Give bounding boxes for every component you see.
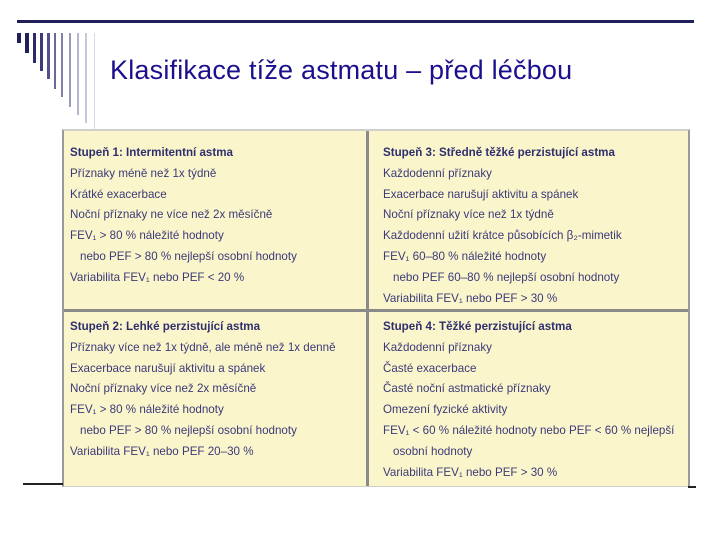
step-4-heading: Stupeň 4: Těžké perzistující astma — [383, 320, 572, 333]
step-1-line: Krátké exacerbace — [70, 187, 167, 201]
page-title: Klasifikace tíže astmatu – před léčbou — [110, 55, 573, 85]
step-2-line: nebo PEF > 80 % nejlepší osobní hodnoty — [80, 423, 297, 437]
step-2-line: FEV₁ > 80 % náležité hodnoty — [70, 403, 224, 417]
step-2-line: Exacerbace narušují aktivitu a spánek — [70, 361, 266, 375]
cell-step-4 — [383, 317, 688, 483]
cell-step-1 — [70, 143, 364, 289]
step-4-line: Omezení fyzické aktivity — [383, 403, 508, 417]
step-2-line: Noční příznaky více než 2x měsíčně — [70, 382, 257, 396]
bottom-rule-right — [688, 486, 696, 488]
step-3-line: FEV₁ 60–80 % náležité hodnoty — [383, 249, 547, 263]
step-4-line: Časté noční astmatické příznaky — [383, 382, 551, 396]
step-3-line: Exacerbace narušují aktivitu a spánek — [383, 187, 579, 201]
step-1-line: Noční příznaky ne více než 2x měsíčně — [70, 208, 273, 222]
step-2-line: Variabilita FEV₁ nebo PEF 20–30 % — [70, 444, 254, 458]
decorative-bars-graphic — [17, 33, 117, 133]
table-vertical-divider — [366, 131, 369, 486]
table-horizontal-divider — [64, 309, 688, 312]
step-3-line: Každodenní příznaky — [383, 166, 492, 180]
step-3-line: nebo PEF 60–80 % nejlepší osobní hodnoty — [393, 270, 620, 284]
step-3-line: Každodenní užití krátce působících β₂-mimetik — [383, 229, 622, 243]
step-3-line: Noční příznaky více než 1x týdně — [383, 208, 554, 222]
step-3-heading: Stupeň 3: Středně těžké perzistující astma — [383, 146, 615, 159]
asthma-classification-table — [62, 129, 690, 487]
cell-step-3 — [383, 143, 688, 309]
cell-step-2 — [70, 317, 364, 463]
step-4-line: osobní hodnoty — [393, 444, 473, 458]
step-4-line: Variabilita FEV₁ nebo PEF > 30 % — [383, 465, 558, 479]
step-1-line: Variabilita FEV₁ nebo PEF < 20 % — [70, 270, 245, 284]
step-1-line: FEV₁ > 80 % náležité hodnoty — [70, 229, 224, 243]
step-1-line: nebo PEF > 80 % nejlepší osobní hodnoty — [80, 249, 297, 263]
bottom-rule-left — [23, 483, 63, 485]
step-4-line: Každodenní příznaky — [383, 340, 492, 354]
step-4-line: FEV₁ < 60 % náležité hodnoty nebo PEF < 60 % nejlepší — [383, 423, 675, 437]
step-1-line: Příznaky méně než 1x týdně — [70, 166, 217, 180]
step-2-heading: Stupeň 2: Lehké perzistující astma — [70, 320, 261, 333]
top-rule — [17, 20, 694, 23]
step-2-line: Příznaky více než 1x týdně, ale méně než 1x denně — [70, 340, 336, 354]
step-4-line: Časté exacerbace — [383, 361, 477, 375]
step-1-heading: Stupeň 1: Intermitentní astma — [70, 146, 233, 159]
step-3-line: Variabilita FEV₁ nebo PEF > 30 % — [383, 291, 558, 305]
